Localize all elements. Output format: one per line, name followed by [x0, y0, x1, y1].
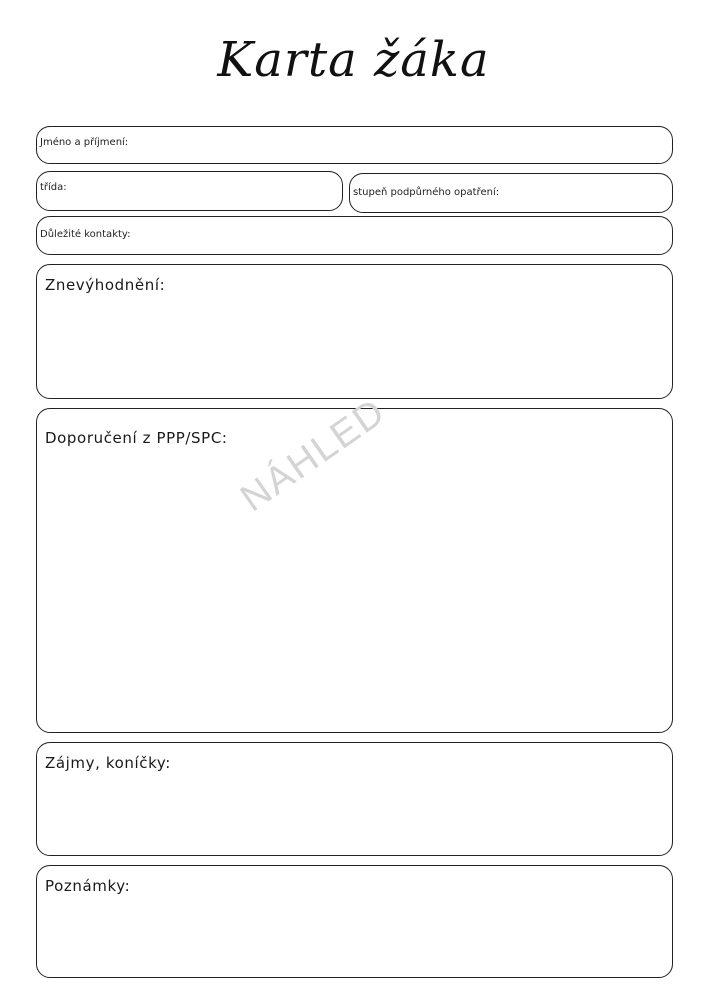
support-level-field[interactable]: [349, 173, 673, 213]
class-label: třída:: [40, 182, 67, 193]
interests-heading: Zájmy, koníčky:: [45, 754, 171, 772]
recommendation-section[interactable]: [36, 408, 673, 733]
notes-heading: Poznámky:: [45, 877, 131, 895]
recommendation-heading: Doporučení z PPP/SPC:: [45, 429, 228, 447]
disadvantage-section[interactable]: [36, 264, 673, 399]
contacts-label: Důležité kontakty:: [40, 229, 131, 240]
notes-section[interactable]: [36, 865, 673, 978]
disadvantage-heading: Znevýhodnění:: [45, 276, 166, 294]
name-field[interactable]: [36, 126, 673, 164]
page-title: Karta žáka: [217, 32, 490, 88]
name-label: Jméno a příjmení:: [40, 137, 129, 148]
class-field[interactable]: [36, 171, 343, 211]
support-level-label: stupeň podpůrného opatření:: [353, 187, 500, 198]
preview-watermark: NÁHLED: [233, 390, 394, 521]
interests-section[interactable]: [36, 742, 673, 856]
contacts-field[interactable]: [36, 216, 673, 255]
